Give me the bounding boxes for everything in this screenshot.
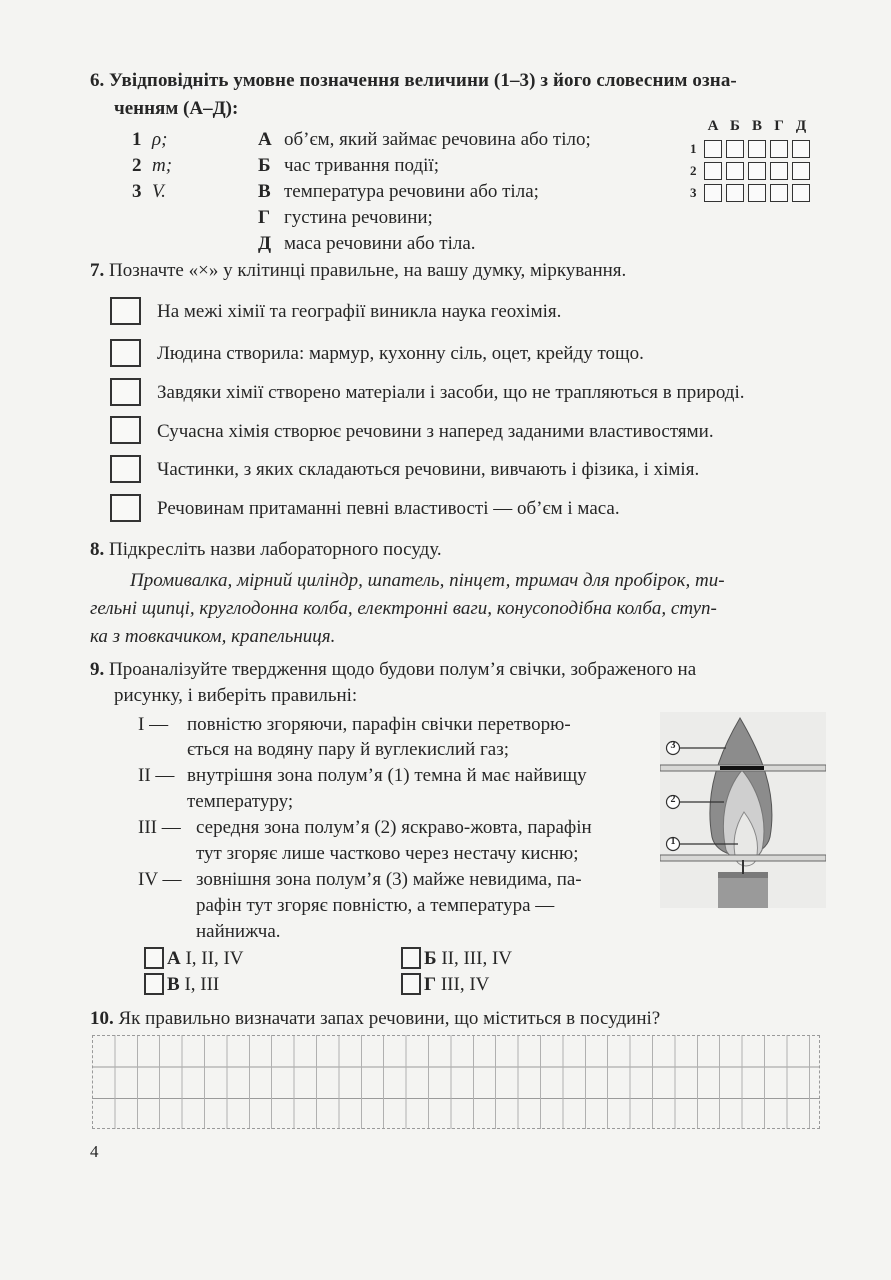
q7-number: 7. bbox=[90, 260, 105, 281]
q6-letter-g: Г bbox=[258, 207, 271, 228]
q9-option-v-checkbox[interactable] bbox=[144, 973, 164, 995]
flame-label-1: 1 bbox=[670, 836, 676, 847]
q7-prompt bbox=[90, 258, 626, 284]
grid-col-v: В bbox=[751, 118, 762, 134]
q9-option-v-text: I, III bbox=[184, 974, 220, 995]
grid-row-3: 3 bbox=[690, 185, 697, 200]
q7-item-2: Людина створила: мармур, кухонну сіль, оцет, крейду тощо. bbox=[157, 343, 644, 364]
grid-cell-1b[interactable] bbox=[726, 140, 744, 158]
q9-option-a-text: I, II, IV bbox=[185, 948, 244, 969]
q8-number: 8. bbox=[90, 539, 105, 560]
q9-option-v-letter: В bbox=[167, 974, 180, 995]
q9-stmt-4-line3: найнижча. bbox=[196, 921, 281, 942]
q9-stmt-3-line2: тут згоряє лише частково через нестачу кисню; bbox=[196, 843, 579, 864]
q8-line-1: Промивалка, мірний циліндр, шпатель, пінцет, тримач для пробірок, ти- bbox=[130, 570, 725, 591]
grid-col-b: Б bbox=[730, 118, 740, 134]
q9-stmt-1-num: I — bbox=[138, 714, 169, 735]
q8-line-3: ка з товкачиком, крапельниця. bbox=[90, 626, 336, 647]
q6-prompt-line2: ченням (А–Д): bbox=[114, 98, 239, 119]
q6-letter-b: Б bbox=[258, 155, 271, 176]
q9-option-b bbox=[424, 946, 512, 972]
q8-line-2: гельні щипці, круглодонна колба, електронні ваги, конусоподібна колба, ступ- bbox=[90, 598, 717, 619]
grid-cell-3b[interactable] bbox=[726, 184, 744, 202]
q10-prompt-text: Як правильно визначати запах речовини, що міститься в посудині? bbox=[118, 1008, 661, 1029]
q9-stmt-4-line2: рафін тут згоряє повністю, а температура — bbox=[196, 895, 555, 916]
q7-item-6: Речовинам притаманні певні властивості — об’єм і маса. bbox=[157, 498, 620, 519]
q9-stmt-1-line2: ється на водяну пару й вуглекислий газ; bbox=[187, 739, 510, 760]
grid-cell-2g[interactable] bbox=[770, 162, 788, 180]
q7-checkbox-4[interactable] bbox=[110, 416, 141, 444]
q8-prompt-text: Підкресліть назви лабораторного посуду. bbox=[109, 539, 442, 560]
q9-prompt-line2: рисунку, і виберіть правильні: bbox=[114, 685, 358, 706]
q9-option-b-checkbox[interactable] bbox=[401, 947, 421, 969]
grid-cell-1v[interactable] bbox=[748, 140, 766, 158]
flame-label-3: 3 bbox=[670, 740, 676, 751]
q7-checkbox-3[interactable] bbox=[110, 378, 141, 406]
candle-flame-figure bbox=[660, 712, 826, 908]
grid-cell-2b[interactable] bbox=[726, 162, 744, 180]
q6-symbol-rho: ρ; bbox=[152, 129, 168, 150]
q6-def-b: час тривання події; bbox=[284, 155, 439, 176]
grid-cell-3v[interactable] bbox=[748, 184, 766, 202]
q10-prompt bbox=[90, 1006, 660, 1032]
q9-stmt-3-num: III — bbox=[138, 817, 181, 838]
q6-left-num-1: 1 bbox=[132, 129, 142, 150]
q9-option-g-checkbox[interactable] bbox=[401, 973, 421, 995]
q6-letter-d: Д bbox=[258, 233, 272, 254]
q6-def-d: маса речовини або тіла. bbox=[284, 233, 476, 254]
q7-checkbox-2[interactable] bbox=[110, 339, 141, 367]
grid-row-1: 1 bbox=[690, 141, 697, 156]
q6-left-num-3: 3 bbox=[132, 181, 142, 202]
grid-col-d: Д bbox=[795, 118, 807, 134]
q7-checkbox-6[interactable] bbox=[110, 494, 141, 522]
q9-option-g-letter: Г bbox=[424, 974, 437, 995]
q6-letter-a: А bbox=[258, 129, 272, 150]
page-number: 4 bbox=[90, 1142, 99, 1161]
q7-item-5: Частинки, з яких складаються речовини, вивчають і фізика, і хімія. bbox=[157, 459, 700, 480]
grid-col-g: Г bbox=[774, 118, 784, 134]
q9-option-g-text: III, IV bbox=[440, 974, 490, 995]
q9-stmt-2-line2: температуру; bbox=[187, 791, 294, 812]
q9-stmt-4-line1: зовнішня зона полум’я (3) майже невидима, па- bbox=[196, 869, 582, 890]
q7-checkbox-1[interactable] bbox=[110, 297, 141, 325]
q6-symbol-v: V. bbox=[152, 181, 166, 202]
q9-stmt-1-line1: повністю згоряючи, парафін свічки перетворю- bbox=[187, 714, 571, 735]
q10-answer-area[interactable] bbox=[92, 1035, 820, 1129]
candle-flame-illustration bbox=[660, 712, 826, 908]
q9-option-a-letter: А bbox=[167, 948, 181, 969]
q10-number: 10. bbox=[90, 1008, 114, 1029]
q9-prompt-text: Проаналізуйте твердження щодо будови полум’я свічки, зображеного на bbox=[109, 659, 697, 680]
grid-cell-2d[interactable] bbox=[792, 162, 810, 180]
q6-def-v: температура речовини або тіла; bbox=[284, 181, 539, 202]
q6-def-a: об’єм, який займає речовина або тіло; bbox=[284, 129, 591, 150]
q9-stmt-3-line1: середня зона полум’я (2) яскраво-жовта, парафін bbox=[196, 817, 592, 838]
q6-number: 6. bbox=[90, 70, 105, 91]
grid-cell-3d[interactable] bbox=[792, 184, 810, 202]
grid-cell-1d[interactable] bbox=[792, 140, 810, 158]
q7-prompt-text: Позначте «×» у клітинці правильне, на вашу думку, міркування. bbox=[109, 260, 627, 281]
q6-symbol-m: m; bbox=[152, 155, 173, 176]
q7-item-3: Завдяки хімії створено матеріали і засоби, що не трапляються в природі. bbox=[157, 382, 745, 403]
q9-option-g bbox=[424, 972, 489, 998]
q9-stmt-4-num: IV — bbox=[138, 869, 182, 890]
q7-item-4: Сучасна хімія створює речовини з наперед заданими властивостями. bbox=[157, 421, 714, 442]
q9-prompt-line1 bbox=[90, 657, 696, 683]
q6-left-num-2: 2 bbox=[132, 155, 142, 176]
q6-prompt-line1 bbox=[90, 68, 737, 94]
q6-letter-v: В bbox=[258, 181, 271, 202]
q8-prompt bbox=[90, 537, 442, 563]
q9-option-b-text: II, III, IV bbox=[441, 948, 512, 969]
grid-cell-3g[interactable] bbox=[770, 184, 788, 202]
q9-number: 9. bbox=[90, 659, 105, 680]
q6-prompt-text: Увідповідніть умовне позначення величини (1–3) з його словесним озна- bbox=[109, 70, 737, 91]
grid-cell-2a[interactable] bbox=[704, 162, 722, 180]
q9-option-b-letter: Б bbox=[424, 948, 437, 969]
q6-def-g: густина речовини; bbox=[284, 207, 433, 228]
grid-cell-1g[interactable] bbox=[770, 140, 788, 158]
grid-cell-1a[interactable] bbox=[704, 140, 722, 158]
flame-label-2: 2 bbox=[670, 794, 676, 805]
q9-stmt-2-line1: внутрішня зона полум’я (1) темна й має найвищу bbox=[187, 765, 587, 786]
grid-col-a: А bbox=[707, 118, 719, 134]
q9-stmt-2-num: II — bbox=[138, 765, 175, 786]
q7-item-1: На межі хімії та географії виникла наука геохімія. bbox=[157, 301, 562, 322]
q9-option-v bbox=[167, 972, 219, 998]
q7-checkbox-5[interactable] bbox=[110, 455, 141, 483]
grid-cell-3a[interactable] bbox=[704, 184, 722, 202]
grid-row-2: 2 bbox=[690, 163, 697, 178]
q9-option-a bbox=[167, 946, 244, 972]
grid-cell-2v[interactable] bbox=[748, 162, 766, 180]
q9-option-a-checkbox[interactable] bbox=[144, 947, 164, 969]
